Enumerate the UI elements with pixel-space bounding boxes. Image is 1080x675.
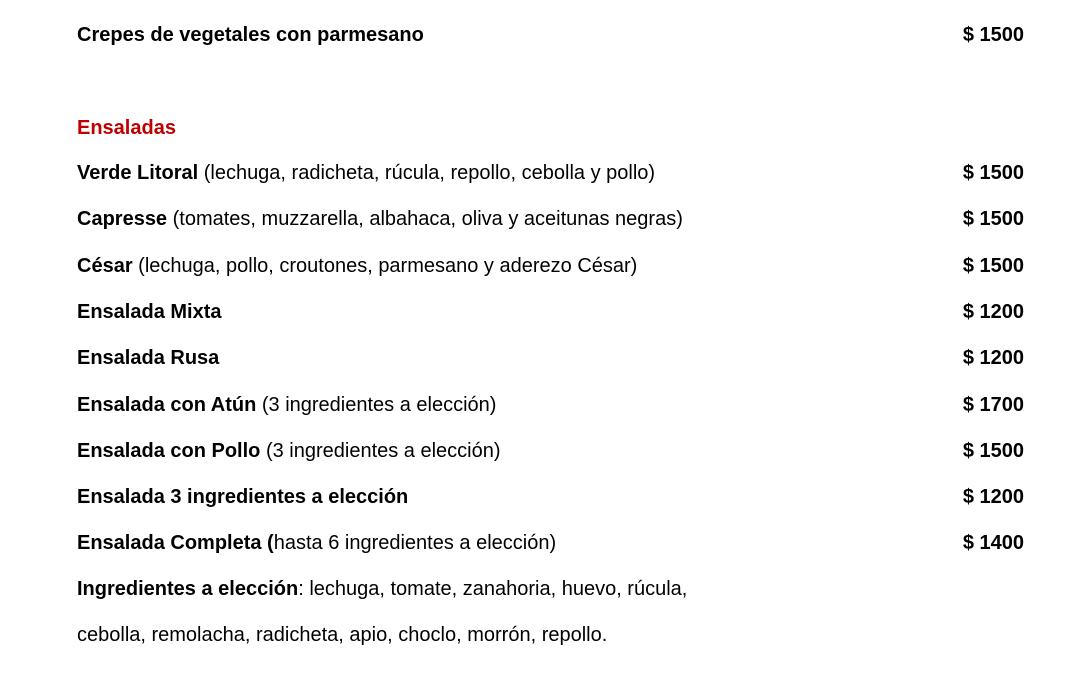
menu-item-price: $ 1200 xyxy=(962,486,1024,508)
menu-item-price: $ 1200 xyxy=(962,347,1024,369)
menu-item-price: $ 1500 xyxy=(962,440,1024,462)
menu-item-name: Capresse xyxy=(77,208,168,230)
menu-item-cesar xyxy=(77,252,1024,280)
menu-item-name: Crepes de vegetales con parmesano xyxy=(77,24,424,46)
menu-item-price: $ 1500 xyxy=(962,255,1024,277)
menu-item-price: $ 1500 xyxy=(962,24,1024,46)
menu-item-ensalada-con-atun xyxy=(77,391,1024,419)
menu-item-description: (lechuga, pollo, croutones, parmesano y aderezo César) xyxy=(132,255,638,277)
menu-item-capresse xyxy=(77,205,1024,233)
menu-item-name: Ensalada con Atún xyxy=(77,394,257,416)
menu-item-price: $ 1500 xyxy=(962,208,1024,230)
menu-item-ensalada-3-ingredientes xyxy=(77,483,1024,511)
ingredients-note-label: Ingredientes a elección xyxy=(77,578,299,600)
menu-item-description: (lechuga, radicheta, rúcula, repollo, cebolla y pollo) xyxy=(198,162,656,184)
ingredients-note-line-1 xyxy=(77,575,1024,603)
menu-item-ensalada-mixta xyxy=(77,298,1024,326)
ingredients-note-text: cebolla, remolacha, radicheta, apio, choclo, morrón, repollo. xyxy=(77,624,608,646)
menu-item-crepes xyxy=(77,21,1024,49)
menu-item-name: Ensalada Rusa xyxy=(77,347,220,369)
menu-item-description: (3 ingredientes a elección) xyxy=(260,440,501,462)
menu-item-price: $ 1500 xyxy=(962,162,1024,184)
cutoff-previous-line xyxy=(77,0,757,3)
menu-item-ensalada-con-pollo xyxy=(77,437,1024,465)
menu-item-price: $ 1700 xyxy=(962,394,1024,416)
menu-item-description: (tomates, muzzarella, albahaca, oliva y aceitunas negras) xyxy=(167,208,683,230)
menu-item-verde-litoral xyxy=(77,159,1024,187)
menu-item-name: Ensalada 3 ingredientes a elección xyxy=(77,486,409,508)
menu-item-price: $ 1400 xyxy=(962,532,1024,554)
ingredients-note-text: : lechuga, tomate, zanahoria, huevo, rúcula, xyxy=(298,578,688,600)
menu-item-price: $ 1200 xyxy=(962,301,1024,323)
menu-item-ensalada-completa xyxy=(77,529,1024,557)
menu-item-name: César xyxy=(77,255,133,277)
menu-item-name: Verde Litoral xyxy=(77,162,199,184)
section-title-ensaladas: Ensaladas xyxy=(77,117,176,139)
ingredients-note-line-2 xyxy=(77,621,1024,649)
menu-item-description: hasta 6 ingredientes a elección) xyxy=(273,532,557,554)
menu-item-description: (3 ingredientes a elección) xyxy=(256,394,497,416)
menu-item-name: Ensalada con Pollo xyxy=(77,440,261,462)
menu-item-ensalada-rusa xyxy=(77,344,1024,372)
menu-item-name: Ensalada Completa ( xyxy=(77,532,274,554)
menu-item-name: Ensalada Mixta xyxy=(77,301,222,323)
